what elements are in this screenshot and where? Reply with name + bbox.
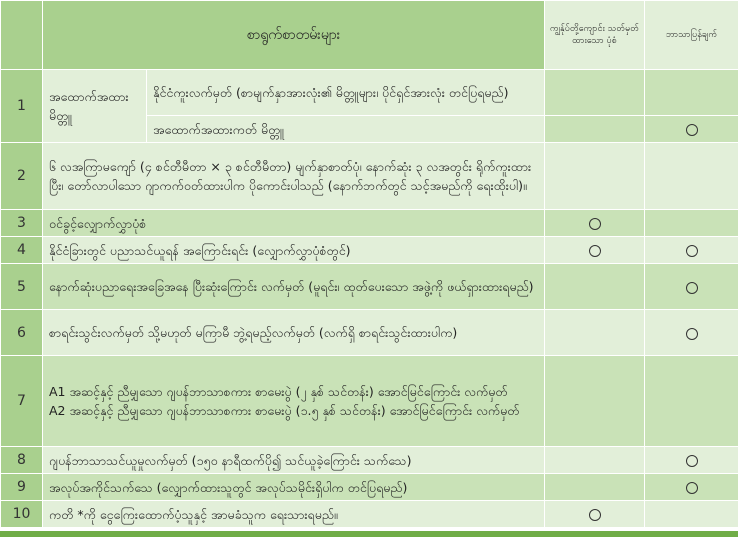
row-number: 6	[1, 310, 43, 356]
row-number: 1	[1, 70, 43, 143]
required-circle-icon	[686, 245, 698, 257]
header-num-cell	[1, 1, 43, 70]
required-circle-icon	[589, 245, 601, 257]
row-translation-cell	[645, 237, 738, 264]
header-row	[1, 1, 738, 70]
required-circle-icon	[589, 218, 601, 230]
row-text: အထောက်အထားကတ် မိတ္တူ	[147, 116, 545, 143]
row-number: 7	[1, 356, 43, 447]
row-text: နောက်ဆုံးပညာရေးအခြေအနေ ပြီးဆုံးကြောင်း လက်မှတ် (မူရင်း၊ ထုတ်ပေးသော အဖွဲ့ကို ဖယ်ရှားထားရမည်)	[43, 264, 545, 310]
row-school-form-cell	[545, 210, 645, 237]
row-text: နိုင်ငံကူးလက်မှတ် (စာမျက်နှာအားလုံး၏ မိတ္တူများ၊ ပိုင်ရှင်အားလုံး တင်ပြရမည်)	[147, 70, 545, 116]
required-circle-icon	[686, 482, 698, 494]
table-row	[1, 70, 738, 116]
row-text: နိုင်ငံခြားတွင် ပညာသင်ယူရန် အကြောင်းရင်း (လျှောက်လွှာပုံစံတွင်)	[43, 237, 545, 264]
row-translation-cell	[645, 264, 738, 310]
table-row	[1, 356, 738, 447]
row-school-form-cell	[545, 501, 645, 528]
row-school-form-cell	[545, 447, 645, 474]
row-translation-cell	[645, 356, 738, 447]
row-translation-cell	[645, 143, 738, 210]
row-school-form-cell	[545, 474, 645, 501]
row-number: 2	[1, 143, 43, 210]
row-translation-cell	[645, 474, 738, 501]
row-text: A1 အဆင့်နှင့် ညီမျှသော ဂျပန်ဘာသာစကား စာမေးပွဲ (၂ နှစ် သင်တန်း) အောင်မြင်ကြောင်း လက်မှတ် A2 အဆင့်နှင့် ညီမျှသော ဂျပန်ဘာသာစကား စာမေးပွဲ (၁.၅ နှစ် သင်တန်း) အောင်မြင်ကြောင်း လက်မှတ်	[43, 356, 545, 447]
row-school-form-cell	[545, 356, 645, 447]
row-translation-cell	[645, 70, 738, 116]
bottom-accent-bar	[0, 531, 738, 537]
header-title: စာရွက်စာတမ်းများ	[43, 1, 545, 70]
required-circle-icon	[686, 282, 698, 294]
required-circle-icon	[686, 455, 698, 467]
row-school-form-cell	[545, 70, 645, 116]
row-school-form-cell	[545, 310, 645, 356]
row-number: 5	[1, 264, 43, 310]
row-school-form-cell	[545, 264, 645, 310]
row-number: 10	[1, 501, 43, 528]
table-row	[1, 474, 738, 501]
row-school-form-cell	[545, 237, 645, 264]
row-number: 4	[1, 237, 43, 264]
row-number: 3	[1, 210, 43, 237]
header-translation: ဘာသာပြန်ချက်	[645, 1, 738, 70]
table-row	[1, 501, 738, 528]
required-circle-icon	[686, 124, 698, 136]
row-translation-cell	[645, 501, 738, 528]
row-school-form-cell	[545, 116, 645, 143]
table-row	[1, 310, 738, 356]
row-text: အလုပ်အကိုင်သက်သေ (လျှောက်ထားသူတွင် အလုပ်သမိုင်းရှိပါက တင်ပြရမည်)	[43, 474, 545, 501]
row-text: စာရင်းသွင်းလက်မှတ် သို့မဟုတ် မကြာမီ ဘွဲ့ရမည့်လက်မှတ် (လက်ရှိ စာရင်းသွင်းထားပါက)	[43, 310, 545, 356]
row-text: ကတိ *ကို ငွေကြေးထောက်ပံ့သူနှင့် အာမခံသူက ရေးသားရမည်။	[43, 501, 545, 528]
required-circle-icon	[686, 328, 698, 340]
table-row	[1, 447, 738, 474]
row-translation-cell	[645, 310, 738, 356]
table-row	[1, 264, 738, 310]
row-translation-cell	[645, 116, 738, 143]
table-row	[1, 237, 738, 264]
table-row	[1, 210, 738, 237]
row-text: ၆ လအကြာမကျော် (၄ စင်တီမီတာ × ၃ စင်တီမီတာ) မျက်နှာစာတ်ပုံ၊ နောက်ဆုံး ၃ လအတွင်း ရိုက်ကူးထားပြီး၊ တော်လာပါသော ဂျာကက်ဝတ်ထားပါက ပိုကောင်းပါသည် (နောက်ဘက်တွင် သင့်အမည်ကို ရေးထိုးပါ)။	[43, 143, 545, 210]
row-school-form-cell	[545, 143, 645, 210]
header-school-form: ကျွန်ုပ်တို့ကျောင်း သတ်မှတ်ထားသော ပုံစံ	[545, 1, 645, 70]
row-number: 8	[1, 447, 43, 474]
row-translation-cell	[645, 447, 738, 474]
row-translation-cell	[645, 210, 738, 237]
table-row	[1, 143, 738, 210]
row-text: ဂျပန်ဘာသာသင်ယူမှုလက်မှတ် (၁၅၀ နာရီထက်ပို၍ သင်ယူခဲ့ကြောင်း သက်သေ)	[43, 447, 545, 474]
required-circle-icon	[589, 509, 601, 521]
row-text: ဝင်ခွင့်လျှောက်လွှာပုံစံ	[43, 210, 545, 237]
row-number: 9	[1, 474, 43, 501]
row-label: အထောက်အထား မိတ္တူ	[43, 70, 147, 143]
